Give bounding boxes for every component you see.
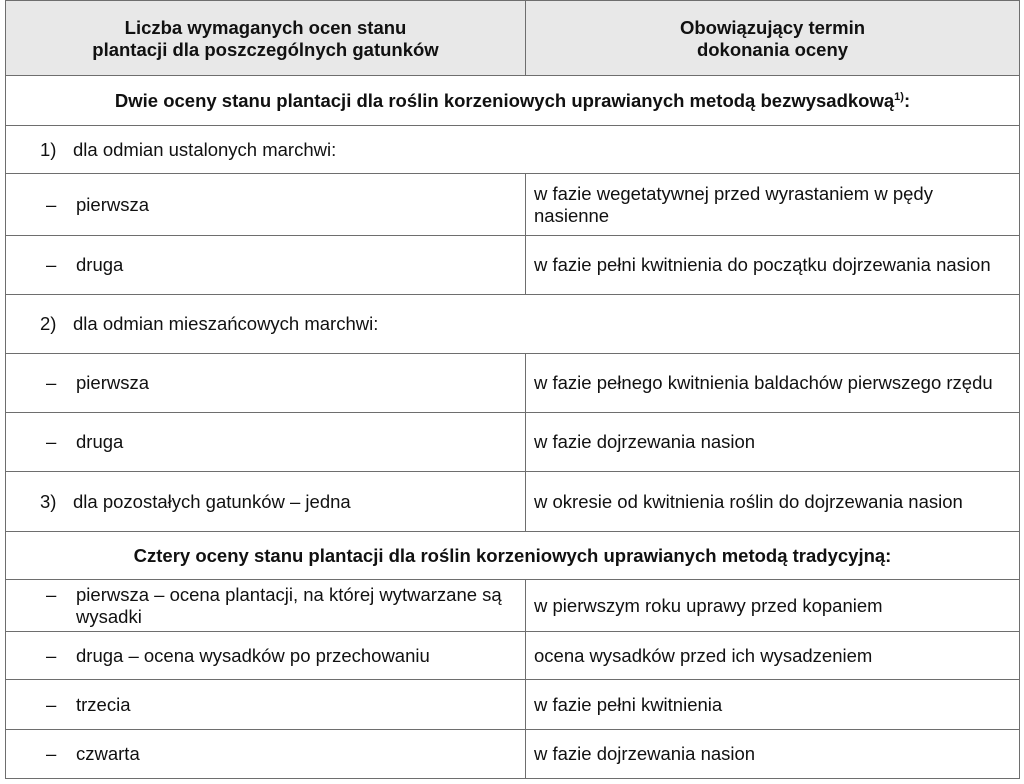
header-col2-line1: Obowiązujący termin [679,16,866,38]
group-row [6,126,1020,174]
table-row: – druga – ocena wysadków po przechowaniu ocena wysadków przed ich wysadzeniem [6,632,1020,680]
group-row [6,295,1020,354]
header-col2-line2: dokonania oceny [696,38,849,60]
table-row: 3) dla pozostałych gatunków – jedna w okresie od kwitnienia roślin do dojrzewania nasion [6,472,1020,532]
header-col2 [526,1,1020,76]
table-row: – pierwsza w fazie wegetatywnej przed wyrastaniem w pędy nasienne [6,174,1020,236]
table-row: – trzecia w fazie pełni kwitnienia [6,680,1020,730]
section1-title: Dwie oceny stanu plantacji dla roślin korzeniowych uprawianych metodą bezwysadkową$^{1)}$: [6,76,1020,126]
table-row: – druga w fazie pełni kwitnienia do początku dojrzewania nasion [6,236,1020,295]
header-col1 [6,1,526,76]
table-row: – pierwsza w fazie pełnego kwitnienia baldachów pierwszego rzędu [6,354,1020,413]
table-row: – druga w fazie dojrzewania nasion [6,413,1020,472]
header-col1-line2: plantacji dla poszczególnych gatunków [92,38,439,60]
table-row: – czwarta w fazie dojrzewania nasion [6,730,1020,779]
table-row: – pierwsza – ocena plantacji, na której wytwarzane są wysadki w pierwszym roku uprawy przed kopaniem [6,580,1020,632]
footnote-marker: 1) [894,90,904,103]
header-col1-line1: Liczba wymaganych ocen stanu [124,16,407,38]
section-row [6,76,1020,126]
assessment-table [5,0,1020,779]
section2-title: Cztery oceny stanu plantacji dla roślin korzeniowych uprawianych metodą tradycyjną: [6,532,1020,580]
group2-label: 2) dla odmian mieszańcowych marchwi: [6,295,1020,354]
group3-label: 3) dla pozostałych gatunków – jedna [6,472,526,532]
header-row [6,1,1020,76]
section-row [6,532,1020,580]
group1-label: 1) dla odmian ustalonych marchwi: [6,126,1020,174]
